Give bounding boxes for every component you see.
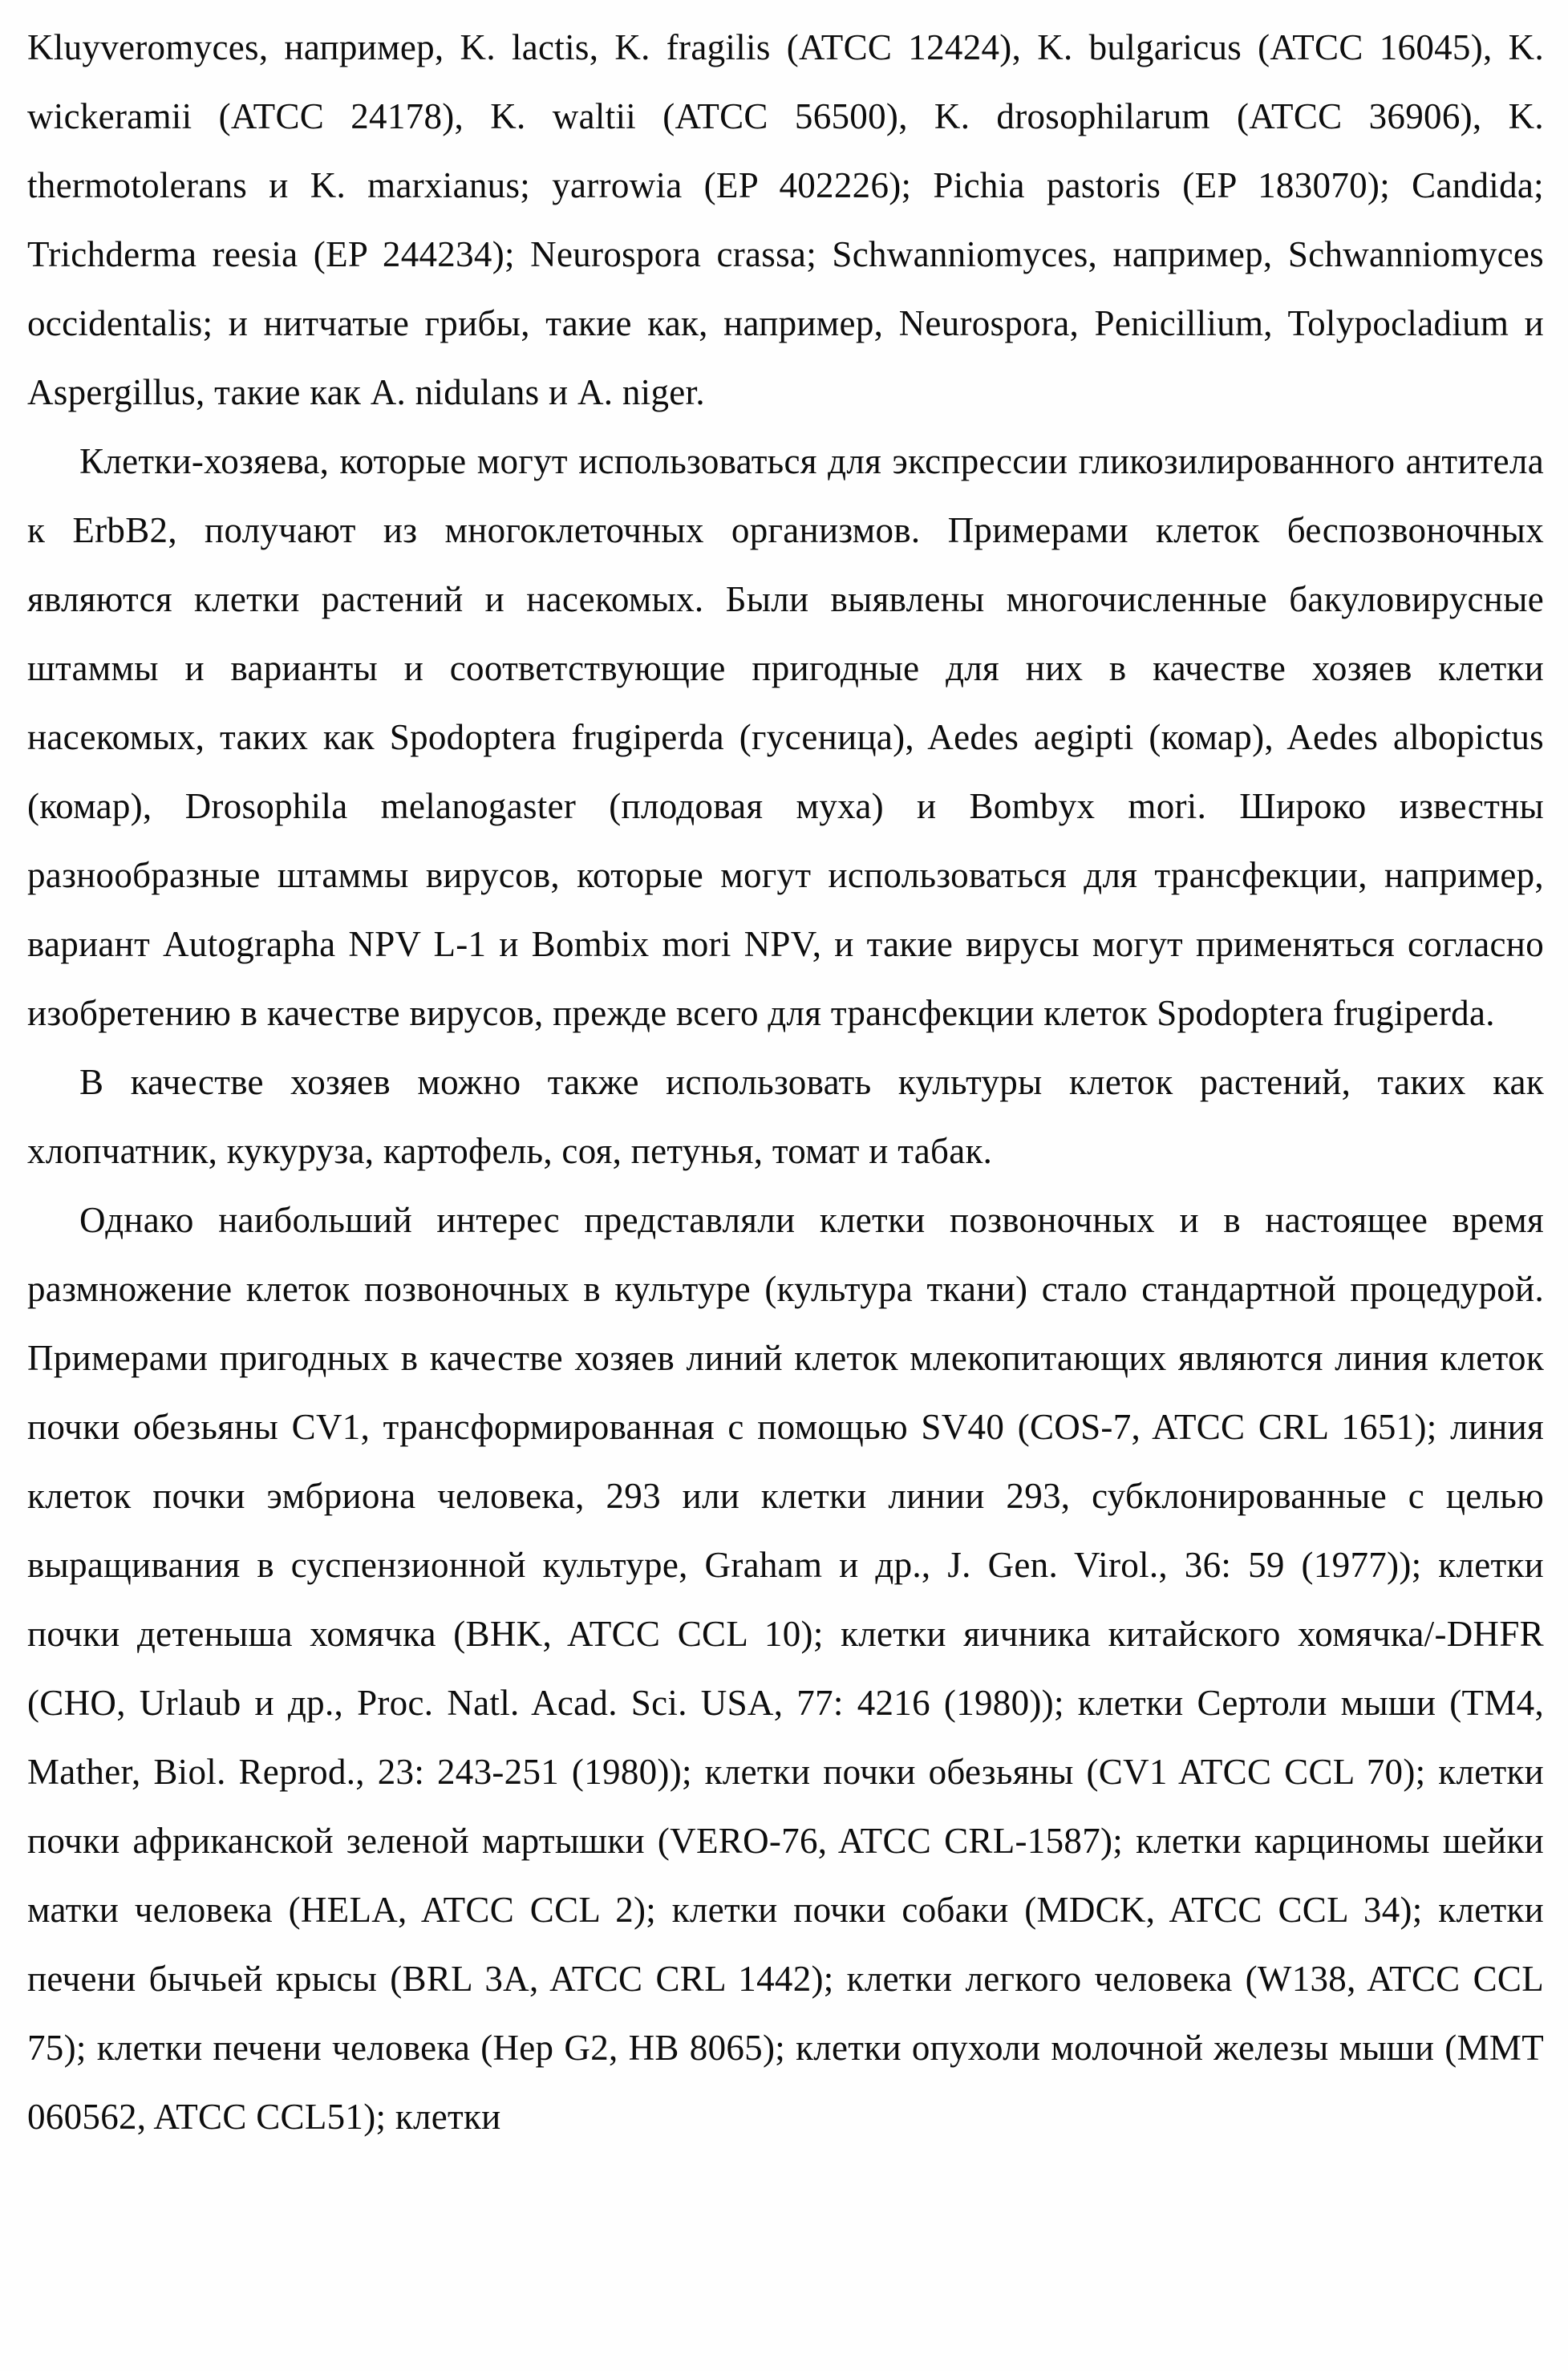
paragraph-host-cells-invertebrates: Клетки-хозяева, которые могут использоваться для экспрессии гликозилированного антитела к ErbB2, получают из многоклеточных организмов. Примерами клеток беспозвоночных являются клетки растений и насекомых. Были выявлены многочисленные бакуловирусные штаммы и варианты и соответствующие пригодные для них в качестве хозяев клетки насекомых, таких как Spodoptera frugiperda (гусеница), Aedes aegipti (комар), Aedes albopictus (комар), Drosophila melanogaster (плодовая муха) и Bombyx mori. Широко известны разнообразные штаммы вирусов, которые могут использоваться для трансфекции, например, вариант Autographa NPV L-1 и Bombix mori NPV, и такие вирусы могут применяться согласно изобретению в качестве вирусов, прежде всего для трансфекции клеток Spodoptera frugiperda. [27, 441, 1544, 1033]
paragraph-plant-cell-cultures: В качестве хозяев можно также использовать культуры клеток растений, таких как хлопчатник, кукуруза, картофель, соя, петунья, томат и табак. [27, 1062, 1544, 1171]
paragraph-vertebrate-cell-lines: Однако наибольший интерес представляли клетки позвоночных и в настоящее время размножение клеток позвоночных в культуре (культура ткани) стало стандартной процедурой. Примерами пригодных в качестве хозяев линий клеток млекопитающих являются линия клеток почки обезьяны CV1, трансформированная с помощью SV40 (COS-7, ATCC CRL 1651); линия клеток почки эмбриона человека, 293 или клетки линии 293, субклонированные с целью выращивания в суспензионной культуре, Graham и др., J. Gen. Virol., 36: 59 (1977)); клетки почки детеныша хомячка (BHK, ATCC CCL 10); клетки яичника китайского хомячка/-DHFR (CHO, Urlaub и др., Proc. Natl. Acad. Sci. USA, 77: 4216 (1980)); клетки Сертоли мыши (TM4, Mather, Biol. Reprod., 23: 243-251 (1980)); клетки почки обезьяны (CV1 ATCC CCL 70); клетки почки африканской зеленой мартышки (VERO-76, ATCC CRL-1587); клетки карциномы шейки матки человека (HELA, ATCC CCL 2); клетки почки собаки (MDCK, ATCC CCL 34); клетки печени бычьей крысы (BRL 3A, ATCC CRL 1442); клетки легкого человека (W138, ATCC CCL 75); клетки печени человека (Hep G2, HB 8065); клетки опухоли молочной железы мыши (MMT 060562, ATCC CCL51); клетки [27, 1200, 1544, 2137]
paragraph-yeast-strains: Kluyveromyces, например, K. lactis, K. fragilis (ATCC 12424), K. bulgaricus (ATCC 16045), K. wickeramii (ATCC 24178), K. waltii (ATCC 56500), K. drosophilarum (ATCC 36906), K. thermotolerans и K. marxianus; yarrowia (EP 402226); Pichia pastoris (EP 183070); Candida; Trichderma reesia (EP 244234); Neurospora crassa; Schwanniomyces, например, Schwanniomyces occidentalis; и нитчатые грибы, такие как, например, Neurospora, Penicillium, Tolypocladium и Aspergillus, такие как A. nidulans и A. niger. [27, 27, 1544, 412]
